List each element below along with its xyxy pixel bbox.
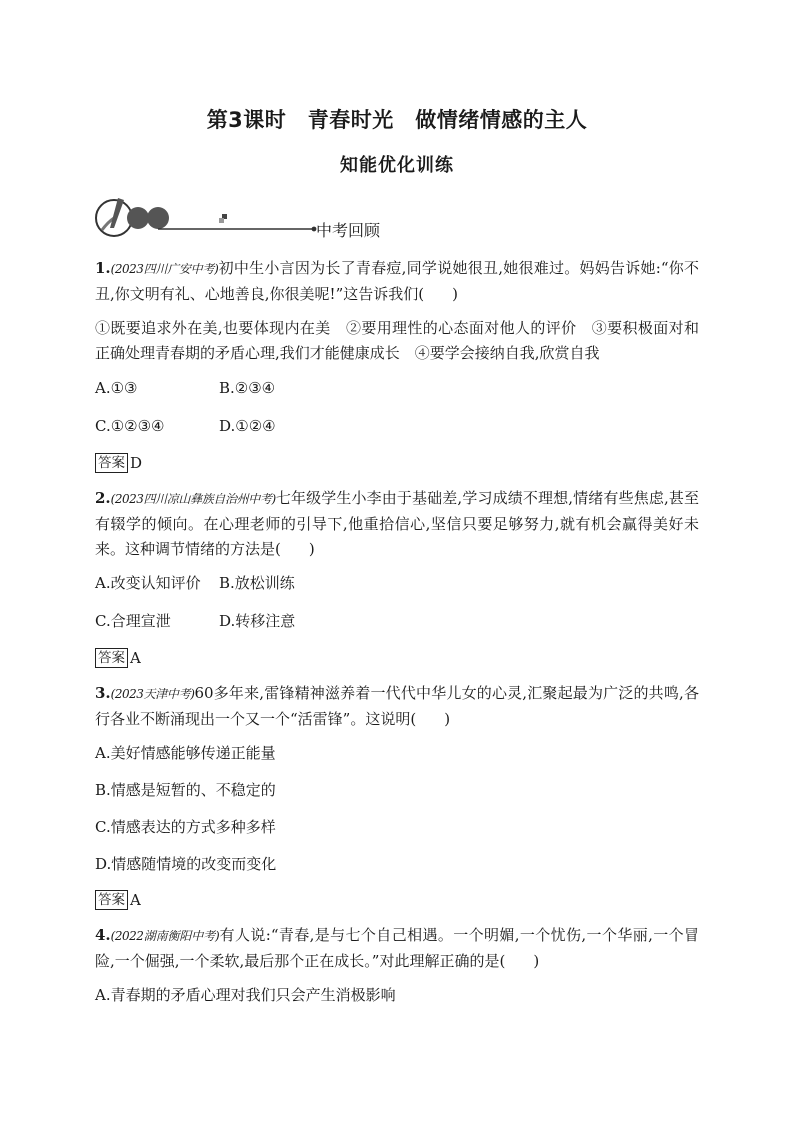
- option-a: A.美好情感能够传递正能量: [95, 744, 276, 762]
- question-3: [95, 681, 699, 911]
- question-list: [95, 256, 699, 1020]
- answer-value: A: [130, 891, 141, 909]
- option-b: B.情感是短暂的、不稳定的: [95, 781, 276, 799]
- answer-value: D: [130, 454, 143, 472]
- answer-tag: 答案: [95, 648, 128, 668]
- answer-value: A: [130, 649, 141, 667]
- option-a: A.青春期的矛盾心理对我们只会产生消极影响: [95, 986, 396, 1004]
- option-b: B.②③④: [219, 379, 276, 397]
- answer-line: [95, 889, 699, 911]
- question-1: [95, 256, 699, 474]
- question-2: [95, 486, 699, 669]
- dot-icon-1: [127, 207, 149, 229]
- question-stem: 2.(2023四川凉山彝族自治州中考)七年级学生小李由于基础差,学习成绩不理想,情绪有些焦虑,甚至有辍学的倾向。在心理老师的引导下,他重拾信心,坚信只要足够努力,就有机会赢得美好未来。这种调节情绪的方法是( ): [95, 489, 700, 558]
- option-row: [95, 571, 699, 596]
- option-c: C.情感表达的方式多种多样: [95, 818, 276, 836]
- option-c: C.合理宣泄: [95, 612, 171, 630]
- answer-tag: 答案: [95, 890, 128, 910]
- section-header-graphic: [92, 194, 322, 240]
- option-d: D.转移注意: [219, 612, 296, 630]
- section-label: 中考回顾: [316, 221, 381, 240]
- option-b: B.放松训练: [219, 574, 295, 592]
- option-row: [95, 414, 699, 439]
- option-a: A.改变认知评价: [95, 574, 201, 592]
- page-subtitle: 知能优化训练: [340, 155, 454, 176]
- question-stem: 4.(2022湖南衡阳中考)有人说:“青春,是与七个自己相遇。一个明媚,一个忧伤,一个华丽,一个冒险,一个倔强,一个柔软,最后那个正在成长。”对此理解正确的是( ): [95, 926, 699, 970]
- answer-line: [95, 647, 699, 669]
- option-row: [95, 376, 699, 401]
- option-d: D.①②④: [219, 417, 276, 435]
- question-stem: 3.(2023天津中考)60多年来,雷锋精神滋养着一代代中华儿女的心灵,汇聚起最为广泛的共鸣,各行各业不断涌现出一个又一个“活雷锋”。这说明( ): [95, 684, 699, 728]
- question-stem: 1.(2023四川广安中考)初中生小言因为长了青春痘,同学说她很丑,她很难过。妈妈告诉她:“你不丑,你文明有礼、心地善良,你很美呢!”这告诉我们( ): [95, 259, 699, 303]
- answer-line: [95, 452, 699, 474]
- answer-tag: 答案: [95, 453, 128, 473]
- option-a: A.①③: [95, 379, 138, 397]
- option-d: D.情感随情境的改变而变化: [95, 855, 277, 873]
- option-row: [95, 609, 699, 634]
- section-header: [92, 194, 412, 240]
- page-title: 第3课时 青春时光 做情绪情感的主人: [206, 108, 588, 132]
- question-4: [95, 923, 699, 1008]
- dot-icon-2: [147, 207, 169, 229]
- option-c: C.①②③④: [95, 417, 165, 435]
- question-statements: ①既要追求外在美,也要体现内在美 ②要用理性的心态面对他人的评价 ③要积极面对和正确处理青春期的矛盾心理,我们才能健康成长 ④要学会接纳自我,欣赏自我: [95, 319, 699, 362]
